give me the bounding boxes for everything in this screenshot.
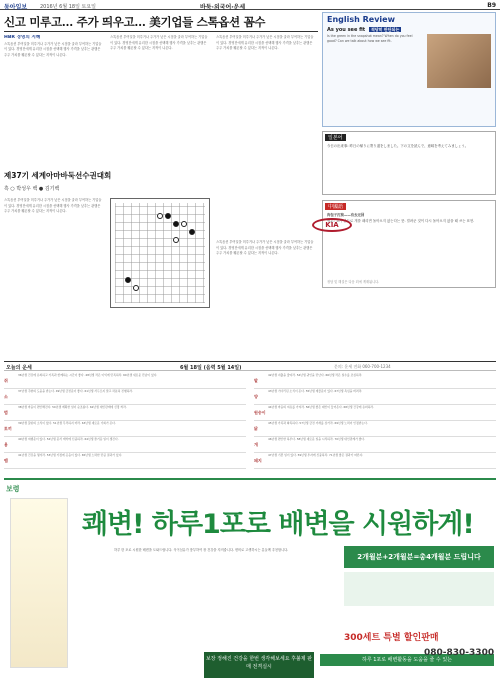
english-review-badge: 적당히 판단되는	[370, 27, 400, 32]
fortune-row: 소 37년생 주변의 도움을 받는다. 49년생 금전운이 좋다. 61년생 서두르지 말고 차분히 진행하라.	[4, 389, 246, 405]
fortune-row: 토끼 39년생 뜻밖의 소식이 있다. 51년생 무리하지 마라. 63년생 새로운 기회가 온다.	[4, 421, 246, 437]
fortune-row: 원숭이 44년생 마음의 여유를 가져라. 56년생 좋은 제안이 들어온다. 68년생 건강에 유의하라.	[254, 405, 496, 421]
fortune-row: 말 42년생 지출을 줄여라. 54년생 귀인을 만난다. 66년생 작은 실수를 조심하라.	[254, 373, 496, 389]
white-stone	[157, 213, 163, 219]
article-column-2	[110, 35, 210, 165]
ad-product-boxes	[344, 572, 494, 606]
baduk-section	[4, 170, 304, 192]
headline-divider	[4, 31, 318, 32]
issue-date: 2016년 6월 18일 토요일	[40, 4, 97, 10]
ad-illustration	[10, 498, 68, 668]
black-stone	[165, 213, 171, 219]
fortune-column-right	[254, 373, 496, 473]
ad-promo-strip: 하루 1포로 배변활동을 도움을 줄 수 있는	[320, 654, 494, 666]
english-review-text: Is the green in the snapshot mean? When do you feel good? Can we talk about how we see fit.	[327, 34, 413, 43]
article-headline: 신고 미루고… 주가 띄우고… 美기업들 스톡옵션 꼼수	[4, 15, 266, 29]
ad-promo-banner: 2개월분+2개월분=총4개월분 드립니다	[344, 546, 494, 568]
advertisement	[4, 478, 496, 687]
fortune-row: 용 40년생 여행운이 있다. 52년생 문서 계약에 신중하라. 64년생 즐거운 일이 생긴다.	[4, 437, 246, 453]
chinese-lesson-footer: 정답 및 해설은 다음 회에 게재됩니다.	[327, 280, 380, 284]
white-stone	[173, 237, 179, 243]
fortune-row: 범 38년생 마음이 편안해진다. 50년생 계획한 일이 순조롭다. 62년생 대인관계에 신경 써라.	[4, 405, 246, 421]
chinese-lesson-badge: 中國語	[325, 203, 346, 210]
section-title: 바둑·외국어·운세	[200, 4, 246, 11]
fortune-row: 뱀 41년생 건강을 챙겨라. 53년생 가정에 웃음이 있다. 65년생 노력한 만큼 결과가 있다.	[4, 453, 246, 469]
ad-sale-text: 300세트 특별 할인판매	[344, 633, 439, 643]
fortune-column-left	[4, 373, 246, 473]
fortune-header	[4, 361, 496, 371]
fortune-row: 개 46년생 편안한 하루다. 58년생 새로운 일을 시작하라. 70년생 대인관계가 좋다.	[254, 437, 496, 453]
fortune-row: 돼지 47년생 기쁜 일이 있다. 59년생 투자에 신중하라. 71년생 좋은 결과가 따른다.	[254, 453, 496, 469]
article-column-3	[216, 35, 316, 165]
black-stone	[173, 221, 179, 227]
english-review-box	[322, 12, 496, 127]
baduk-commentary-1: 스톡옵션 부여일을 미루거나 주가가 낮은 시점을 골라 부여하는 기업들이 있다. 경영진에게 유리한 시점을 선택해 행사 가격을 낮추는 관행은 주주 가치를 훼손할 수 있다는 지적이 나온다.	[4, 198, 102, 214]
ad-body: 하루 한 포로 시원한 배변을 도와드립니다. 식이섬유가 풍부하여 장 건강을 지켜줍니다. 변비로 고생하시는 분들께 추천합니다.	[114, 548, 289, 552]
fortune-date: 6월 18일 (음력 5월 14일)	[180, 365, 242, 371]
article-tag: HBR 경영의 지혜	[4, 35, 41, 40]
chinese-lesson-headline: 肉包子打狗——有去无回	[327, 213, 365, 217]
kia-logo: KIA	[312, 218, 352, 232]
article-body-2: 스톡옵션 부여일을 미루거나 주가가 낮은 시점을 골라 부여하는 기업들이 있다. 경영진에게 유리한 시점을 선택해 행사 가격을 낮추는 관행은 주주 가치를 훼손할 수 있다는 지적이 나온다.	[110, 35, 208, 51]
japanese-lesson-text: 今日の出来事: 昨日の帰りに寄り道をしました。下の文を読んで、意味を考えてみましょう。	[327, 144, 469, 148]
article-column-1	[4, 35, 104, 165]
white-stone	[181, 221, 187, 227]
fortune-grid	[4, 373, 496, 473]
japanese-lesson-box	[322, 131, 496, 195]
fortune-title: 오늘의 운세	[6, 365, 32, 371]
baduk-players: 흑 ○ 박성우 백 ● 김기백	[4, 186, 60, 192]
english-review-title: English Review	[327, 15, 395, 24]
baduk-title: 제37기 세계아마바둑선수권대회	[4, 171, 112, 180]
ad-phone-number: 080-830-3300	[424, 648, 495, 658]
japanese-lesson-badge: 일본어	[325, 134, 346, 141]
fortune-row: 쥐 36년생 건강에 유의하고 가족과 함께하는 시간이 좋다. 48년생 작은 이익에 만족하라. 60년생 새로운 만남이 있다.	[4, 373, 246, 389]
ad-headline: 쾌변! 하루1포로 배변을 시원하게!	[82, 509, 474, 540]
baduk-board-diagram	[110, 198, 210, 308]
newspaper-logo: 동아일보	[4, 4, 28, 11]
page-header	[0, 0, 500, 10]
english-review-subtitle: As you see fit 적당히 판단되는	[327, 27, 400, 33]
white-stone	[133, 285, 139, 291]
black-stone	[189, 229, 195, 235]
fortune-row: 양 43년생 기다리던 소식이 온다. 55년생 재물운이 있다. 67년생 욕심을 버려라.	[254, 389, 496, 405]
chinese-lesson-box	[322, 200, 496, 288]
article-body-3: 스톡옵션 부여일을 미루거나 주가가 낮은 시점을 골라 부여하는 기업들이 있다. 경영진에게 유리한 시점을 선택해 행사 가격을 낮추는 관행은 주주 가치를 훼손할 수 있다는 지적이 나온다.	[216, 35, 314, 51]
article-body: 스톡옵션 부여일을 미루거나 주가가 낮은 시점을 골라 부여하는 기업들이 있다. 경영진에게 유리한 시점을 선택해 행사 가격을 낮추는 관행은 주주 가치를 훼손할 수 있다는 지적이 나온다.	[4, 41, 102, 57]
page-number: B9	[487, 2, 496, 9]
ad-event-box: 보장 정해진 건강을 한번 생각해보세요 후불제 판매 전격실시	[204, 652, 314, 678]
fortune-contact: 문의: 운세 전화 060-700-1234	[334, 364, 391, 369]
english-review-photo	[427, 34, 491, 88]
ad-brand: 보령	[6, 485, 20, 493]
baduk-commentary-2: 스톡옵션 부여일을 미루거나 주가가 낮은 시점을 골라 부여하는 기업들이 있다. 경영진에게 유리한 시점을 선택해 행사 가격을 낮추는 관행은 주주 가치를 훼손할 수 있다는 지적이 나온다.	[216, 240, 314, 256]
fortune-row: 닭 45년생 가족과 화목하다. 57년생 금전 거래를 삼가라. 69년생 노력이 인정받는다.	[254, 421, 496, 437]
black-stone	[125, 277, 131, 283]
chinese-lesson-text: 肉包子打狗——有去无回 성분: 고기 만두로 개를 때리면 돌아오지 않는다는 뜻. 빌려준 것이 다시 돌아오지 않을 때 쓰는 표현.	[327, 213, 475, 223]
